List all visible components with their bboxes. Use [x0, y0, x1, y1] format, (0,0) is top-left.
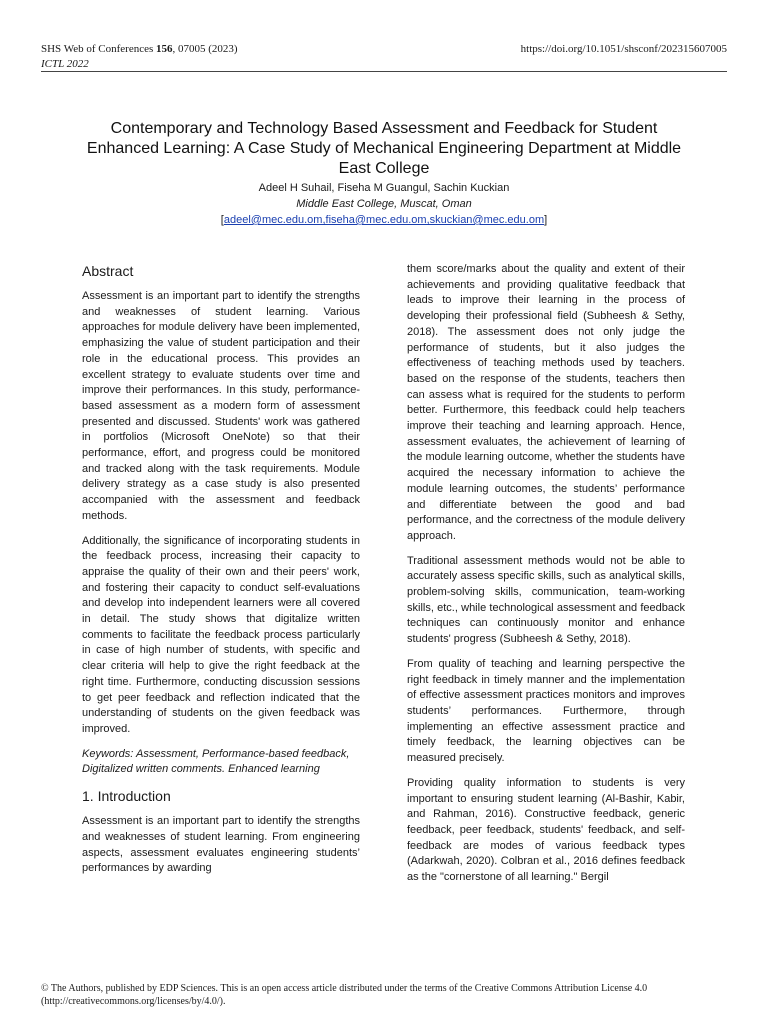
right-paragraph-3: From quality of teaching and learning perspective the right feedback in timely manner and the implementation of effective assessment practices monitors and improves students’ performances. Furthermore, through implementing an effective assessment practice and timely feedback, the learning objectives can be measured precisely. — [407, 657, 685, 765]
right-paragraph-1: them score/marks about the quality and extent of their achievements and providing qualitative feedback that leads to improve their learning in the process of developing their professional field (Subheesh & Sethy, 2018). The assessment does not only judge the performance of students, but it also judges the effectiveness of teaching methods used by teachers. based on the response of the students, teachers then can assess what is required for the students to perform better. Furthermore, this feedback could help teachers improve their teaching and learning approach. Hence, assessment evaluates, the achievement of learning of the module learning outcome, whether the students have acquired the necessary information to achieve the module learning outcomes, the students’ performance and differentiate between the good and bad performance, and the correctness of the module delivery approach. — [407, 263, 685, 542]
introduction-paragraph-1: Assessment is an important part to identify the strengths and weaknesses of student learning. From engineering aspects, assessment evaluates engineering students’ performances by awarding — [82, 815, 360, 875]
author-emails: [adeel@mec.edu.om,fiseha@mec.edu.om,skuckian@mec.edu.om] — [220, 214, 548, 226]
affiliation: Middle East College, Muscat, Oman — [296, 198, 472, 210]
license-line: © The Authors, published by EDP Sciences. This is an open access article distributed under the terms of the Creative Commons Attribution License 4.0 — [41, 983, 648, 994]
right-column — [407, 262, 685, 895]
right-paragraph-4: Providing quality information to students is very important to ensuring student learning (Al-Bashir, Kabir, and Rahman, 2016). Constructive feedback, generic feedback, peer feedback, students' feedback, and self-feedback are modes of various feedback types (Adarkwah, 2020). Colbran et al., 2016 defines feedback as the "cornerstone of all learning." Bergil — [407, 776, 685, 884]
left-column — [82, 262, 360, 886]
volume-number: 156 — [156, 43, 173, 55]
author-names: Adeel H Suhail, Fiseha M Guangul, Sachin Kuckian — [258, 182, 510, 194]
running-header — [41, 42, 727, 72]
abstract-paragraph-1: Assessment is an important part to identify the strengths and weaknesses of student learning. Various approaches for module delivery have been implemented, emphasizing the value of student participation and their role in the educational process. This provides an excellent strategy to evaluate students over time and improve their performances. In this study, performance-based assessment as a modern form of assessment presented and discussed. Students' work was gathered in portfolios (Microsoft OneNote) so that their performance, effort, and progress could be monitored and tracked along with the task requirements. Module delivery strategy as a case study is also presented accompanied with the assessment and feedback methods. — [82, 290, 360, 522]
abstract-heading: Abstract — [82, 263, 134, 279]
right-paragraph-2: Traditional assessment methods would not be able to accurately assess specific skills, such as analytical skills, problem-solving skills, communication, team-working skills, etc., while technological assessment and feedback techniques can continuously monitor and enhance students' progress (Subheesh & Sethy, 2018). — [407, 554, 685, 646]
abstract-paragraph-2: Additionally, the significance of incorporating students in the feedback process, increasing their capacity to appraise the quality of their own and their peers' work, and fostering their capacity to conduct self-evaluations and develop into independent learners were all covered in detail. The study shows that digitalize written comments to facilitate the feedback process particularly in case of high number of students, with specific and clear criteria will help to give the right feedback at the right time. Furthermore, conducting discussion sessions to get peer feedback and reflection indicated that the understanding of students on the given feedback was improved. — [82, 534, 360, 735]
keywords: Keywords: Assessment, Performance-based feedback, Digitalized written comments. Enhanced learning — [82, 747, 350, 776]
license-footer — [41, 983, 727, 1008]
email-link[interactable]: adeel@mec.edu.om,fiseha@mec.edu.om,skuckian@mec.edu.om — [223, 214, 545, 226]
author-block — [80, 180, 688, 228]
article-number: , 07005 (2023) — [172, 43, 238, 55]
license-url[interactable]: (http://creativecommons.org/licenses/by/4.0/). — [41, 995, 226, 1007]
journal-citation: SHS Web of Conferences 156, 07005 (2023) — [41, 43, 238, 55]
conference-venue: ICTL 2022 — [41, 58, 89, 70]
header-divider — [41, 71, 727, 72]
doi-link[interactable]: https://doi.org/10.1051/shsconf/202315607005 — [520, 43, 727, 55]
paper-title: Contemporary and Technology Based Assessment and Feedback for Student Enhanced Learning: A Case Study of Mechanical Engineering Department at Middle East College — [86, 120, 682, 177]
introduction-heading: 1. Introduction — [82, 788, 171, 805]
